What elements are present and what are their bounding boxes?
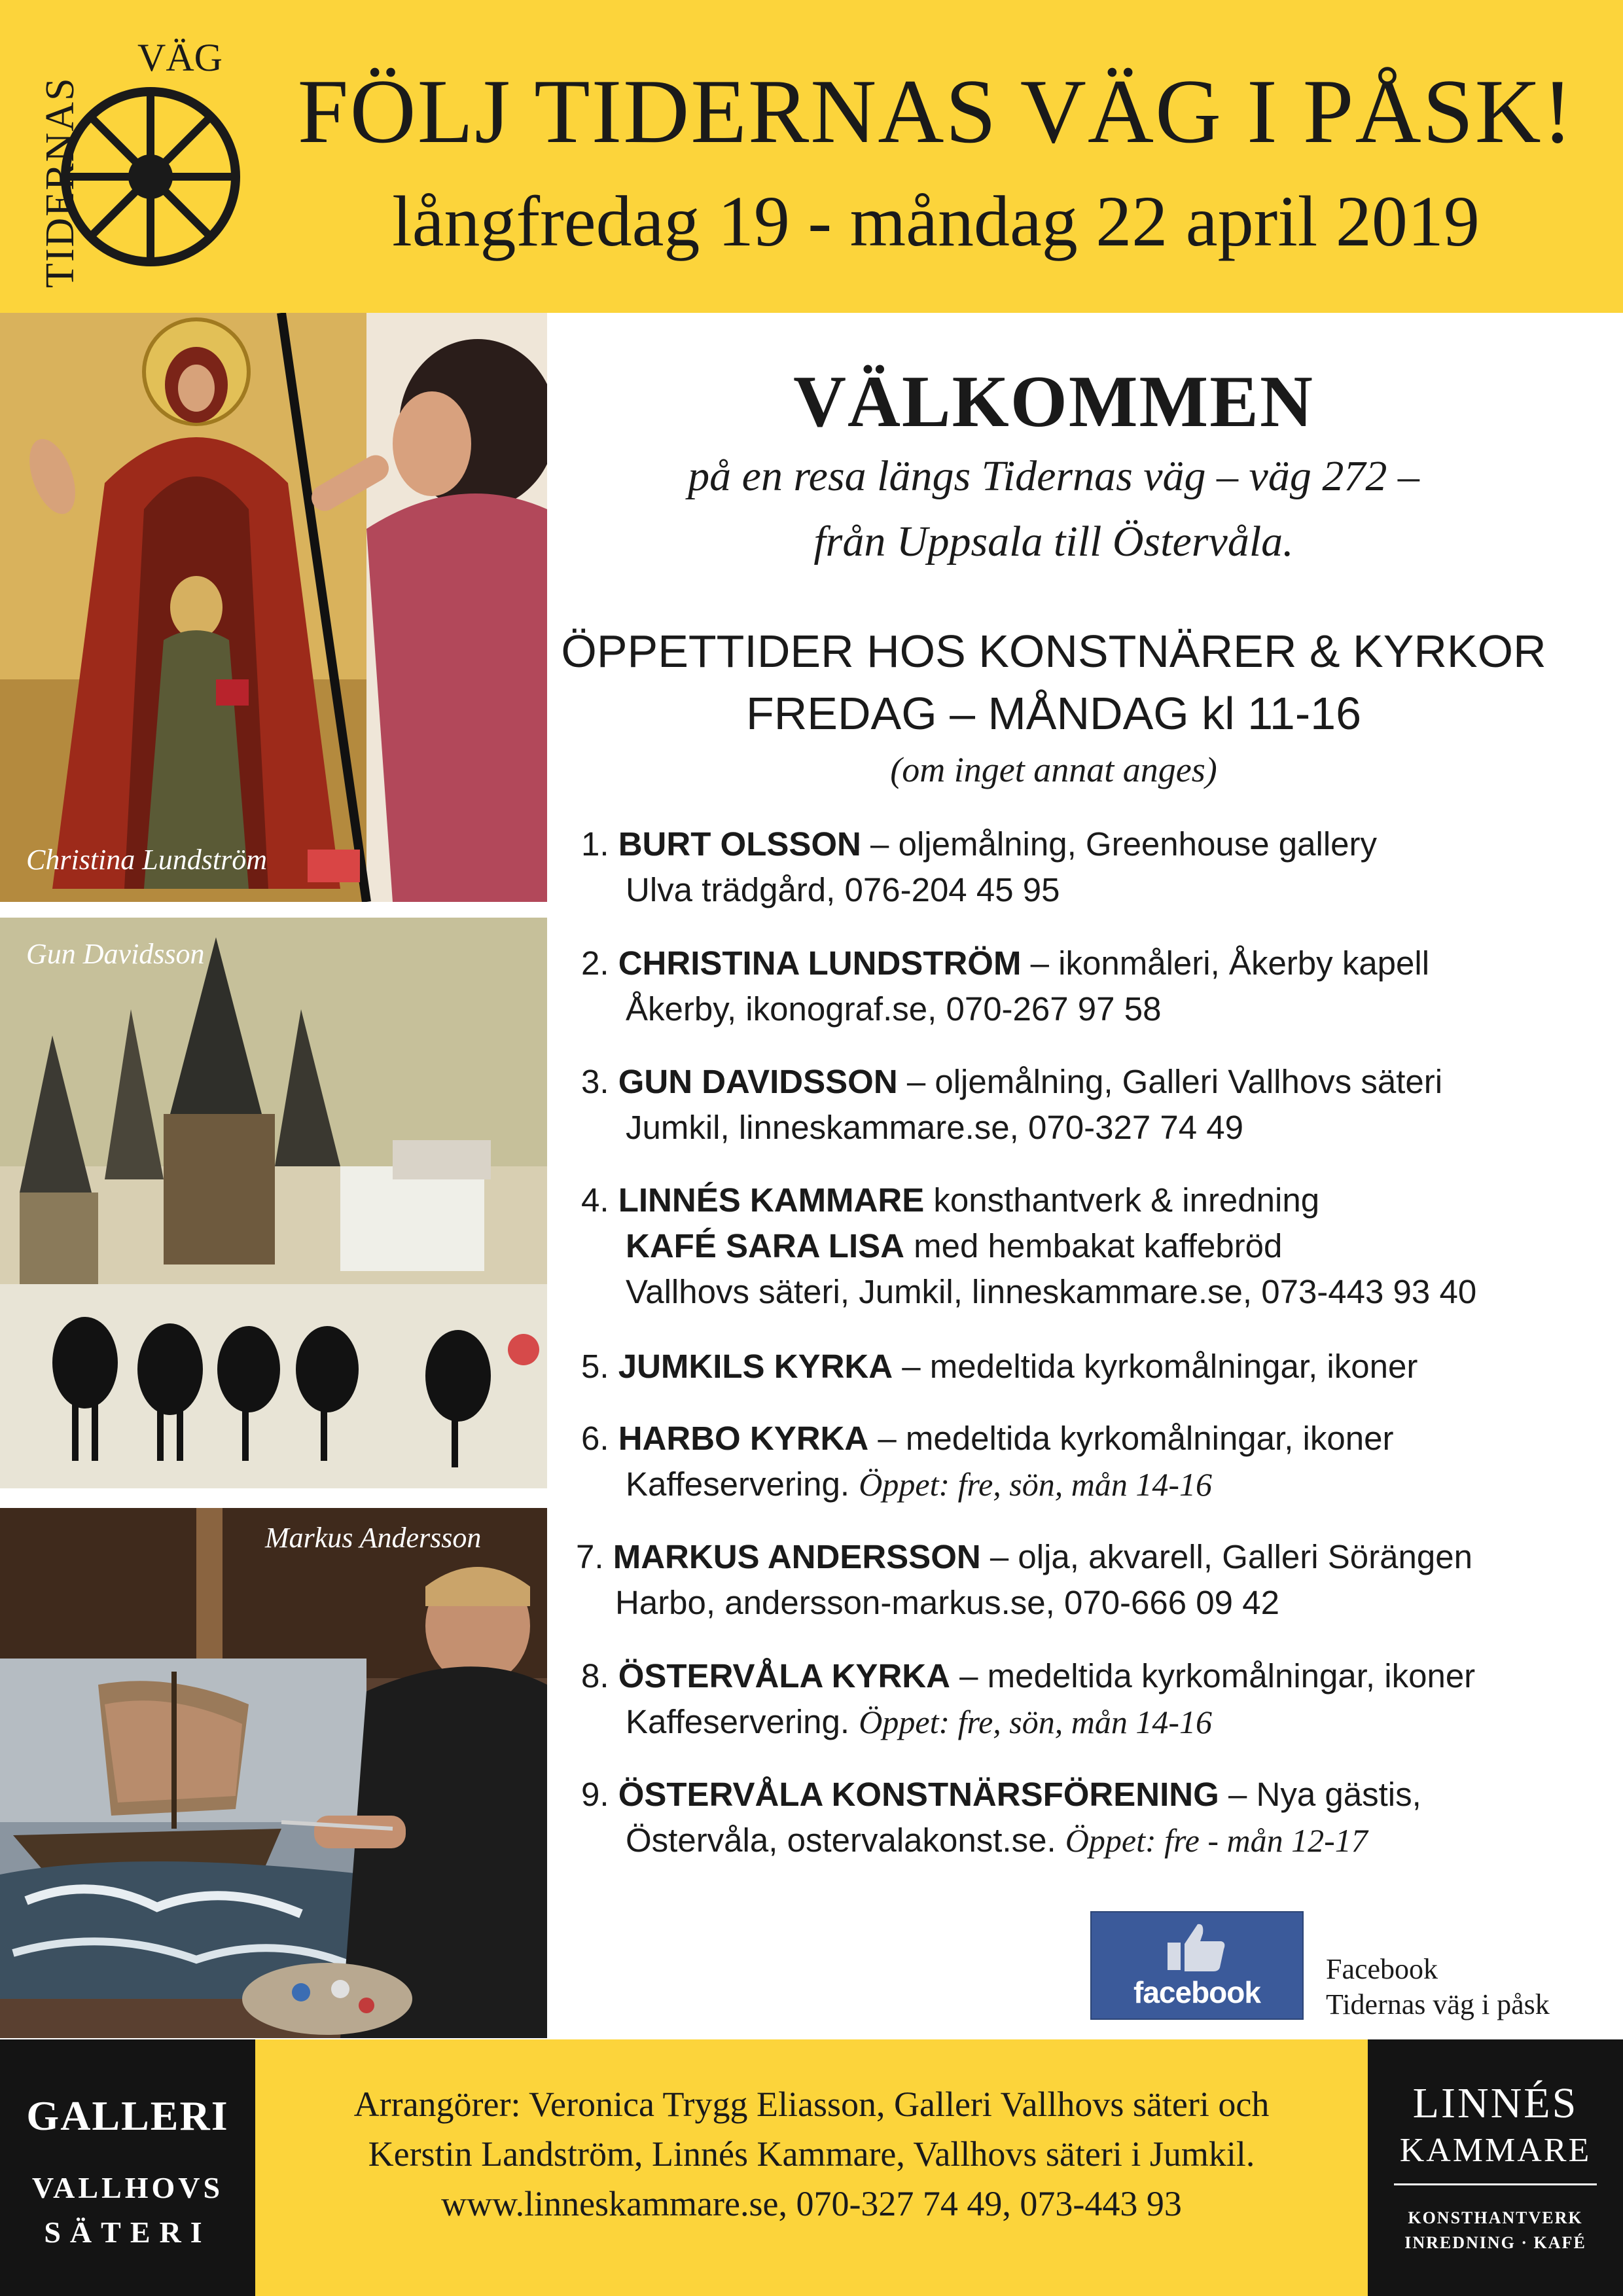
entry-name: HARBO KYRKA: [618, 1420, 869, 1457]
logo-divider: [1394, 2183, 1597, 2185]
entry-number: 1.: [581, 825, 609, 863]
entry-name: BURT OLSSON: [618, 825, 861, 863]
opening-hours-days: FREDAG – MÅNDAG kl 11-16: [745, 688, 1362, 739]
entry-phone: 070-666 09 42: [1063, 1584, 1279, 1621]
organizers-line: Kerstin Landström, Linnés Kammare, Vallhovs säteri i Jumkil.: [368, 2134, 1255, 2174]
thumbs-up-icon: [1164, 1920, 1229, 1973]
facebook-link[interactable]: [1090, 1911, 1304, 2020]
opening-hours-note: (om inget annat anges): [890, 750, 1217, 789]
facebook-caption: [1326, 1952, 1550, 2022]
entry-detail: Åkerby, ikonograf.se,: [626, 990, 946, 1028]
list-item: [581, 1416, 1602, 1507]
entry-detail: Östervåla, ostervalakonst.se.: [626, 1821, 1065, 1859]
logo-line: VALLHOVS: [31, 2171, 224, 2204]
entry-name: LINNÉS KAMMARE: [618, 1181, 925, 1219]
entry-number: 7.: [576, 1538, 604, 1575]
list-item: [581, 1772, 1602, 1863]
entry-name: GUN DAVIDSSON: [618, 1063, 898, 1100]
entry-phone: 076-204 45 95: [844, 871, 1060, 908]
entry-detail: Harbo, andersson-markus.se,: [615, 1584, 1064, 1621]
organizers-line: Arrangörer: Veronica Trygg Eliasson, Galleri Vallhovs säteri och: [353, 2085, 1270, 2124]
entry-opening-hours: Öppet: fre - mån 12-17: [1065, 1822, 1368, 1859]
entry-description: – oljemålning, Galleri Vallhovs säteri: [897, 1063, 1443, 1100]
wagon-wheel-icon: [65, 92, 236, 262]
opening-hours-heading: ÖPPETTIDER HOS KONSTNÄRER & KYRKOR: [561, 626, 1546, 677]
entry-number: 4.: [581, 1181, 609, 1219]
entry-detail: Jumkil, linneskammare.se,: [626, 1109, 1029, 1146]
welcome-intro-line: på en resa längs Tidernas väg – väg 272 –: [688, 452, 1419, 500]
galleri-vallhovs-logo: [0, 2039, 255, 2296]
tidernas-vag-logo: [39, 26, 249, 288]
entry-detail: Vallhovs säteri, Jumkil, linneskammare.se,: [626, 1273, 1262, 1310]
entry-name: JUMKILS KYRKA: [618, 1348, 893, 1385]
list-item: [581, 941, 1602, 1032]
entry-number: 5.: [581, 1348, 609, 1385]
entry-number: 8.: [581, 1657, 609, 1695]
logo-word-vag: VÄG: [137, 36, 223, 79]
entry-opening-hours: Öppet: fre, sön, mån 14-16: [859, 1704, 1213, 1740]
photo-caption: Christina Lundström: [26, 844, 267, 876]
facebook-caption-line: Tidernas väg i påsk: [1326, 1988, 1550, 2020]
entry-name: MARKUS ANDERSSON: [613, 1538, 981, 1575]
event-dates: långfredag 19 - måndag 22 april 2019: [392, 181, 1480, 261]
entry-phone: 070-267 97 58: [946, 990, 1162, 1028]
entry-description: – medeltida kyrkomålningar, ikoner: [950, 1657, 1476, 1695]
photo-caption: Gun Davidsson: [26, 938, 205, 970]
list-item: [581, 1177, 1602, 1315]
entry-number: 3.: [581, 1063, 609, 1100]
entry-description: – medeltida kyrkomålningar, ikoner: [893, 1348, 1418, 1385]
entry-name: ÖSTERVÅLA KONSTNÄRSFÖRENING: [618, 1776, 1219, 1813]
logo-line: LINNÉS: [1412, 2079, 1578, 2127]
entry-description: – ikonmåleri, Åkerby kapell: [1021, 944, 1430, 982]
entry-phone: 073-443 93 40: [1261, 1273, 1477, 1310]
logo-line: GALLERI: [26, 2092, 229, 2139]
linnes-kammare-logo: [1368, 2039, 1623, 2296]
photo-christina-lundstrom: [0, 313, 547, 902]
entry-name-secondary: KAFÉ SARA LISA: [626, 1227, 904, 1265]
entry-phone: 070-327 74 49: [1028, 1109, 1243, 1146]
list-item: [581, 1059, 1602, 1151]
entry-number: 2.: [581, 944, 609, 982]
entry-number: 9.: [581, 1776, 609, 1813]
welcome-intro-line: från Uppsala till Östervåla.: [813, 518, 1294, 565]
entry-description: – oljemålning, Greenhouse gallery: [861, 825, 1378, 863]
entry-name: CHRISTINA LUNDSTRÖM: [618, 944, 1022, 982]
logo-line: KONSTHANTVERK: [1408, 2208, 1583, 2227]
photo-caption: Markus Andersson: [265, 1522, 482, 1554]
photo-gun-davidsson: [0, 918, 547, 1488]
facebook-caption-line: Facebook: [1326, 1953, 1438, 1985]
entry-name: ÖSTERVÅLA KYRKA: [618, 1657, 950, 1695]
entry-opening-hours: Öppet: fre, sön, mån 14-16: [859, 1466, 1213, 1503]
entry-detail: Kaffeservering.: [626, 1703, 859, 1740]
list-item: [576, 1534, 1597, 1626]
list-item: [581, 821, 1602, 913]
organizers-line: www.linneskammare.se, 070-327 74 49, 073-443 93: [441, 2184, 1182, 2223]
entry-description: – olja, akvarell, Galleri Sörängen: [980, 1538, 1472, 1575]
entry-number: 6.: [581, 1420, 609, 1457]
logo-line: KAMMARE: [1399, 2132, 1592, 2169]
logo-line: INREDNING · KAFÉ: [1404, 2233, 1586, 2252]
logo-line: SÄTERI: [44, 2215, 211, 2249]
entry-description: – Nya gästis,: [1219, 1776, 1421, 1813]
entry-description: – medeltida kyrkomålningar, ikoner: [868, 1420, 1394, 1457]
entry-detail: Ulva trädgård,: [626, 871, 845, 908]
welcome-heading: VÄLKOMMEN: [793, 361, 1314, 442]
page-title: FÖLJ TIDERNAS VÄG I PÅSK!: [297, 61, 1575, 162]
list-item: [581, 1653, 1602, 1745]
logo-word-tidernas: TIDERNAS: [39, 77, 82, 288]
entry-description: konsthantverk & inredning: [924, 1181, 1320, 1219]
entry-description-secondary: med hembakat kaffebröd: [904, 1227, 1283, 1265]
list-item: [581, 1344, 1602, 1390]
photo-markus-andersson: [0, 1508, 547, 2038]
facebook-badge-label: facebook: [1133, 1975, 1260, 2009]
entry-detail: Kaffeservering.: [626, 1465, 859, 1503]
